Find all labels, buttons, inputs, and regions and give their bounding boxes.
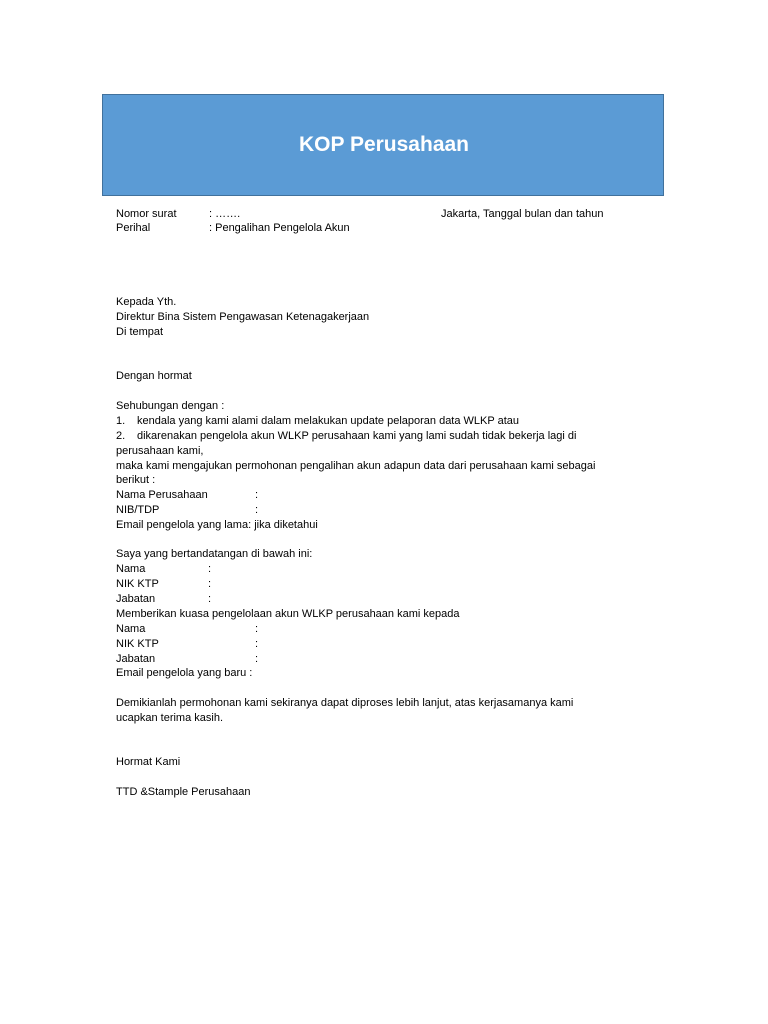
closing-line: Demikianlah permohonan kami sekiranya dapat diproses lebih lanjut, atas kerjasamanya kami	[116, 697, 574, 709]
field-label: Nama Perusahaan	[116, 489, 208, 501]
signer-intro: Saya yang bertandatangan di bawah ini:	[116, 548, 313, 560]
letterhead-title: KOP Perusahaan	[298, 133, 470, 156]
recipient-line: Direktur Bina Sistem Pengawasan Ketenagakerjaan	[116, 311, 370, 323]
nomor-surat-value: : …….	[209, 208, 241, 220]
field-label: Jabatan	[116, 593, 156, 605]
reason-number: 1.	[116, 415, 126, 427]
field-label: Jabatan	[116, 653, 156, 665]
reason-text-continued: perusahaan kami,	[116, 445, 204, 457]
recipient-line: Di tempat	[116, 326, 164, 338]
regards: Hormat Kami	[116, 756, 181, 768]
field-separator: :	[255, 489, 259, 501]
place-date: Jakarta, Tanggal bulan dan tahun	[441, 208, 604, 220]
nomor-surat-label: Nomor surat	[116, 208, 177, 220]
recipient-line: Kepada Yth.	[116, 296, 177, 308]
reason-number: 2.	[116, 430, 126, 442]
request-line: maka kami mengajukan permohonan pengalihan akun adapun data dari perusahaan kami sebagai	[116, 460, 596, 472]
field-separator: :	[255, 623, 259, 635]
field-label: NIB/TDP	[116, 504, 160, 516]
closing-line: ucapkan terima kasih.	[116, 712, 223, 724]
reason-text: dikarenakan pengelola akun WLKP perusahaan kami yang lami sudah tidak bekerja lagi di	[137, 430, 577, 442]
field-separator: :	[208, 563, 212, 575]
field-label: NIK KTP	[116, 578, 159, 590]
greeting: Dengan hormat	[116, 370, 192, 382]
delegation-line: Memberikan kuasa pengelolaan akun WLKP perusahaan kami kepada	[116, 608, 460, 620]
reason-text: kendala yang kami alami dalam melakukan update pelaporan data WLKP atau	[137, 415, 519, 427]
field-label: NIK KTP	[116, 638, 159, 650]
field-separator: :	[208, 578, 212, 590]
old-email-line: Email pengelola yang lama: jika diketahui	[116, 519, 318, 531]
field-separator: :	[255, 504, 259, 516]
perihal-label: Perihal	[116, 222, 151, 234]
field-separator: :	[208, 593, 212, 605]
field-label: Nama	[116, 563, 146, 575]
field-separator: :	[255, 638, 259, 650]
field-separator: :	[255, 653, 259, 665]
perihal-value: : Pengalihan Pengelola Akun	[209, 222, 350, 234]
intro: Sehubungan dengan :	[116, 400, 225, 412]
signature-stamp-line: TTD &Stample Perusahaan	[116, 786, 251, 798]
request-line: berikut :	[116, 474, 156, 486]
field-label: Nama	[116, 623, 146, 635]
new-email-line: Email pengelola yang baru :	[116, 667, 253, 679]
